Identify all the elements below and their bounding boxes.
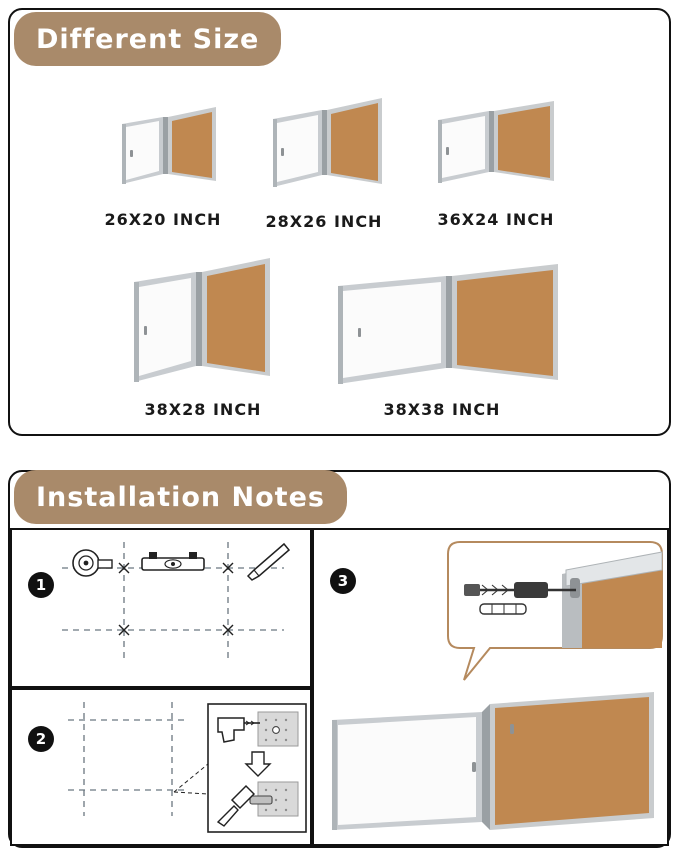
step-1-illustration [12, 530, 310, 686]
step-2-number: 2 [28, 726, 54, 752]
step-1-number: 1 [28, 572, 54, 598]
wall-plug-icon [250, 796, 272, 804]
board-38x38-illustration [332, 242, 562, 390]
caption-36x24: 36X24 INCH [437, 210, 555, 229]
mounted-board-icon [332, 692, 654, 830]
board-28x26-illustration [263, 80, 385, 196]
step-3-illustration [314, 530, 667, 844]
caption-38x28: 38X28 INCH [144, 400, 262, 419]
board-26x20-illustration [108, 86, 218, 194]
caption-38x38: 38X38 INCH [383, 400, 501, 419]
wall-anchor-icon [480, 604, 526, 614]
board-38x38 [332, 242, 562, 390]
pencil-icon [248, 544, 289, 580]
caption-26x20: 26X20 INCH [104, 210, 222, 229]
tape-measure-icon [73, 550, 112, 576]
installation-notes-title-pill [14, 470, 347, 524]
level-icon [142, 552, 204, 570]
caption-28x26: 28X26 INCH [265, 212, 383, 231]
board-26x20 [108, 86, 218, 194]
board-38x28-illustration [126, 238, 274, 390]
step-2-box [10, 688, 312, 846]
different-size-title-pill [14, 12, 281, 66]
step-3-number: 3 [330, 568, 356, 594]
installation-notes-title: Installation Notes [36, 481, 325, 513]
board-36x24 [432, 88, 558, 192]
different-size-title: Different Size [36, 23, 260, 55]
step-1-box [10, 528, 312, 688]
board-28x26 [263, 80, 385, 196]
step-2-illustration [12, 690, 310, 844]
board-38x28 [126, 238, 274, 390]
board-36x24-illustration [432, 88, 558, 192]
step-3-box [312, 528, 669, 846]
